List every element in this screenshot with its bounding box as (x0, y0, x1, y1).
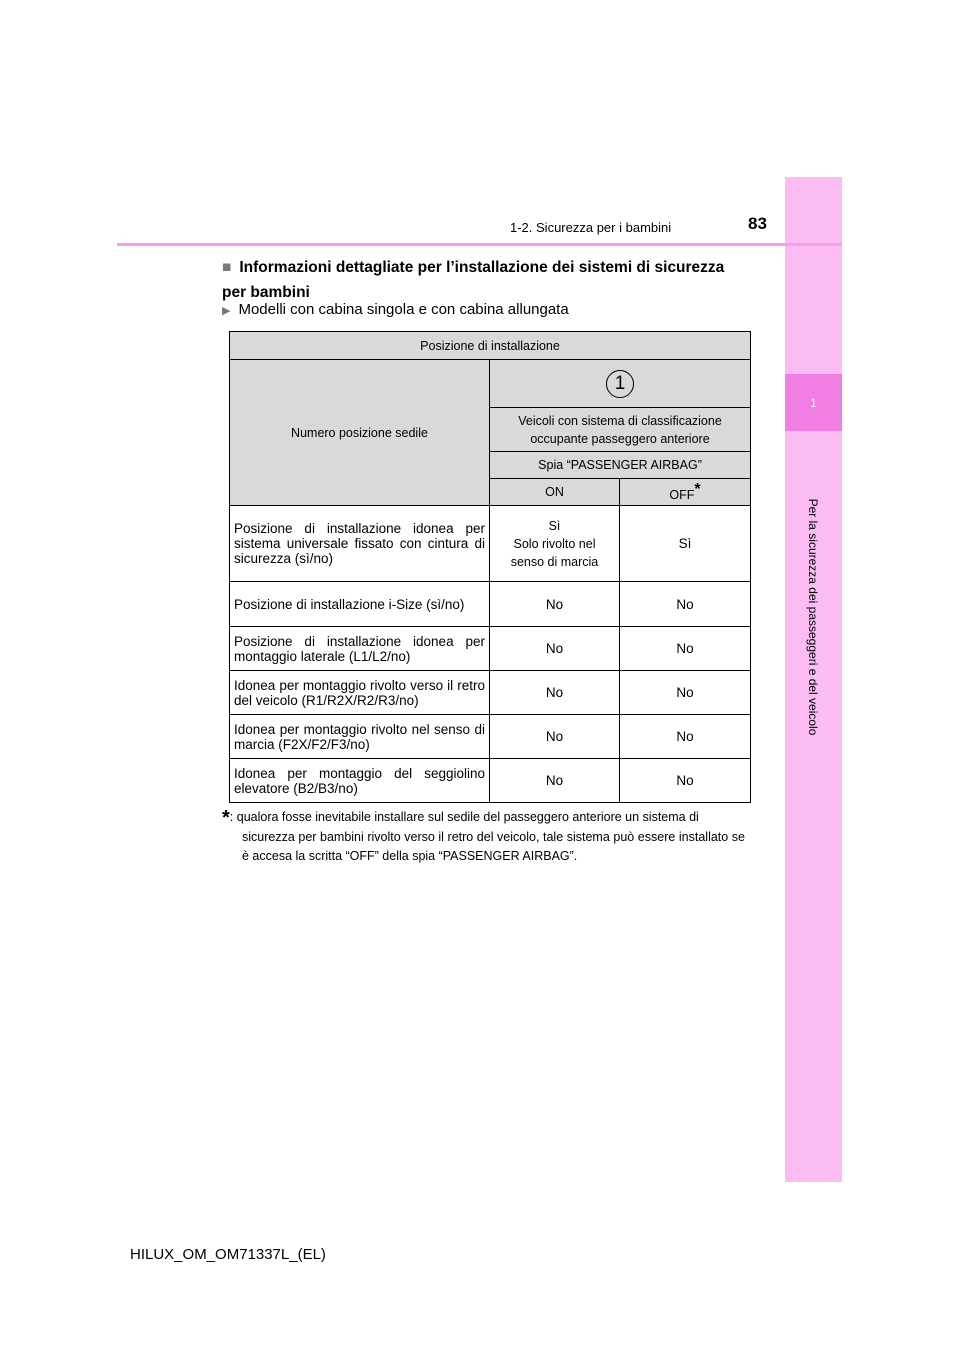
col-off-text: OFF (669, 488, 695, 503)
row-on-value: No (490, 715, 620, 759)
footnote-rest: sicurezza per bambini rivolto verso il retro del veicolo, tale sistema può essere installato se è accesa la scritta “OFF” della spia “PASSENGER AIRBAG”. (242, 830, 745, 863)
chapter-side-tab (785, 177, 842, 1182)
section-title: 1-2. Sicurezza per i bambini (510, 220, 672, 235)
row-label: Posizione di installazione idonea per montaggio laterale (L1/L2/no) (230, 627, 490, 671)
chapter-title: Per la sicurezza dei passeggeri e del veicolo (806, 498, 820, 736)
row-off-value: Sì (620, 506, 751, 582)
triangle-bullet-icon: ▶ (222, 305, 231, 317)
row-off-value: No (620, 582, 751, 627)
document-code: HILUX_OM_OM71337L_(EL) (130, 1246, 326, 1263)
subsection-heading (222, 301, 569, 318)
indicator-label: Spia “PASSENGER AIRBAG” (490, 452, 751, 479)
row-label: Idonea per montaggio rivolto verso il retro del veicolo (R1/R2X/R2/R3/no) (230, 671, 490, 715)
on-value-line1: Sì (548, 518, 561, 533)
row-off-value: No (620, 671, 751, 715)
page-number: 83 (748, 214, 767, 233)
square-bullet-icon: ■ (222, 259, 232, 276)
row-label: Idonea per montaggio del seggiolino elevatore (B2/B3/no) (230, 759, 490, 803)
row-label: Idonea per montaggio rivolto nel senso di marcia (F2X/F2/F3/no) (230, 715, 490, 759)
seat-number-label: Numero posizione sedile (230, 360, 490, 506)
row-off-value: No (620, 627, 751, 671)
footnote (222, 808, 745, 866)
seat-number-circle: 1 (606, 370, 634, 398)
row-label: Posizione di installazione i-Size (sì/no) (230, 582, 490, 627)
on-value-line3: senso di marcia (510, 554, 599, 569)
row-off-value: No (620, 715, 751, 759)
on-value-line2: Solo rivolto nel (513, 536, 596, 551)
header-divider (117, 243, 842, 246)
footnote-mark: * (222, 807, 230, 829)
row-on-value (490, 506, 620, 582)
col-off-header (620, 479, 751, 506)
row-off-value: No (620, 759, 751, 803)
row-on-value: No (490, 759, 620, 803)
row-on-value: No (490, 671, 620, 715)
table-top-header: Posizione di installazione (230, 332, 751, 360)
heading-text: Informazioni dettagliate per l’installazione dei sistemi di sicurezza per bambini (222, 259, 725, 301)
col-off-footnote-mark: * (694, 481, 701, 499)
section-heading (222, 255, 752, 305)
installation-table (229, 331, 751, 803)
row-on-value: No (490, 627, 620, 671)
row-on-value: No (490, 582, 620, 627)
subheading-text: Modelli con cabina singola e con cabina allungata (238, 301, 569, 318)
footnote-line1: : qualora fosse inevitabile installare sul sedile del passeggero anteriore un sistema di (229, 810, 699, 824)
col-on-header: ON (490, 479, 620, 506)
system-label: Veicoli con sistema di classificazione occupante passeggero anteriore (490, 408, 751, 452)
chapter-number-box: 1 (785, 374, 842, 431)
row-label: Posizione di installazione idonea per sistema universale fissato con cintura di sicurezza (sì/no) (230, 506, 490, 582)
seat-number-cell (490, 360, 751, 408)
